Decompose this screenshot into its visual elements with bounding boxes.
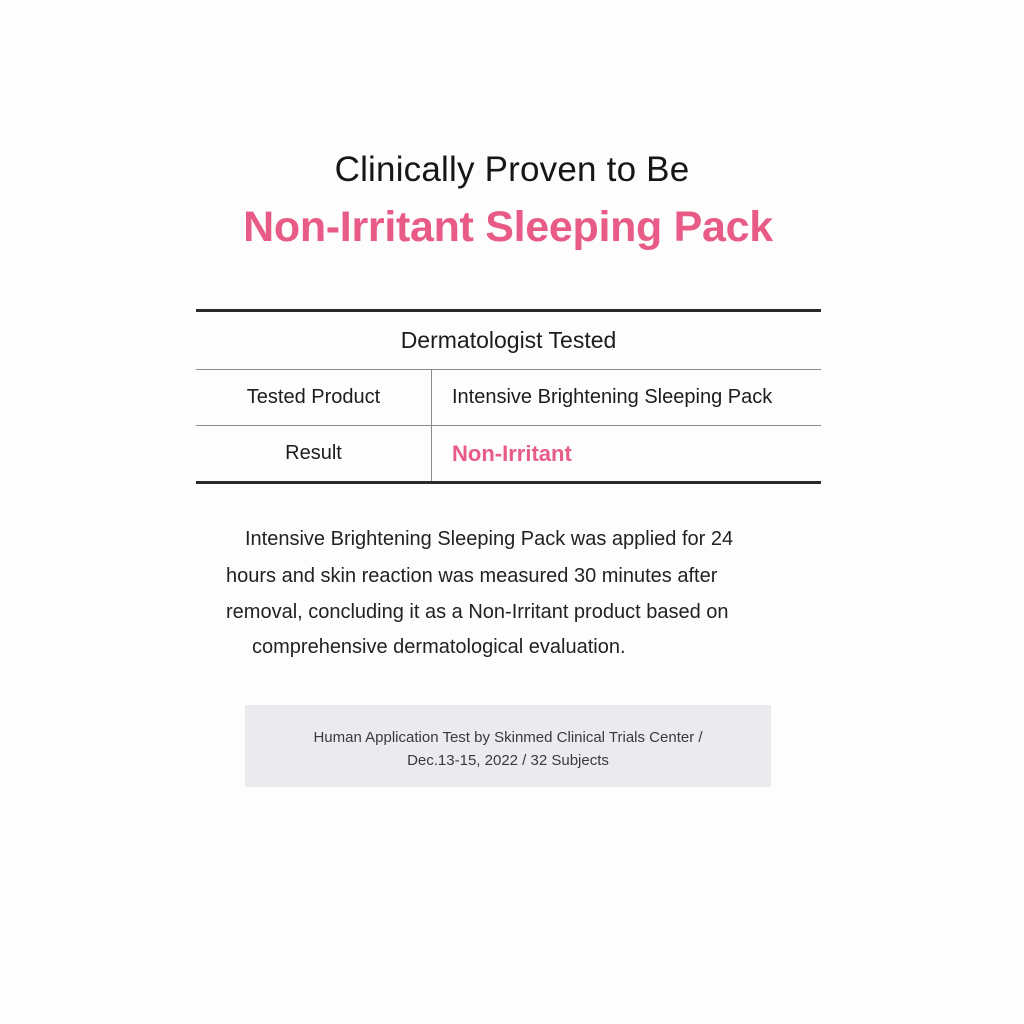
test-result-table (196, 309, 821, 484)
heading-title: Non-Irritant Sleeping Pack (243, 203, 773, 251)
table-row-result (196, 425, 821, 481)
heading-subtitle: Clinically Proven to Be (334, 150, 690, 189)
table-title: Dermatologist Tested (196, 312, 821, 370)
tested-product-label: Tested Product (196, 370, 432, 425)
description-line: removal, concluding it as a Non-Irritant product based on (226, 601, 729, 623)
result-label: Result (196, 426, 432, 481)
note-line: Human Application Test by Skinmed Clinical Trials Center / (313, 729, 703, 746)
test-info-note (245, 705, 771, 787)
tested-product-value: Intensive Brightening Sleeping Pack (452, 386, 773, 408)
description-line: comprehensive dermatological evaluation. (252, 636, 626, 658)
result-value: Non-Irritant (452, 441, 572, 466)
table-row-tested-product (196, 370, 821, 425)
description-line: Intensive Brightening Sleeping Pack was applied for 24 (245, 528, 734, 550)
description-line: hours and skin reaction was measured 30 minutes after (226, 565, 718, 587)
note-line: Dec.13-15, 2022 / 32 Subjects (407, 752, 609, 769)
